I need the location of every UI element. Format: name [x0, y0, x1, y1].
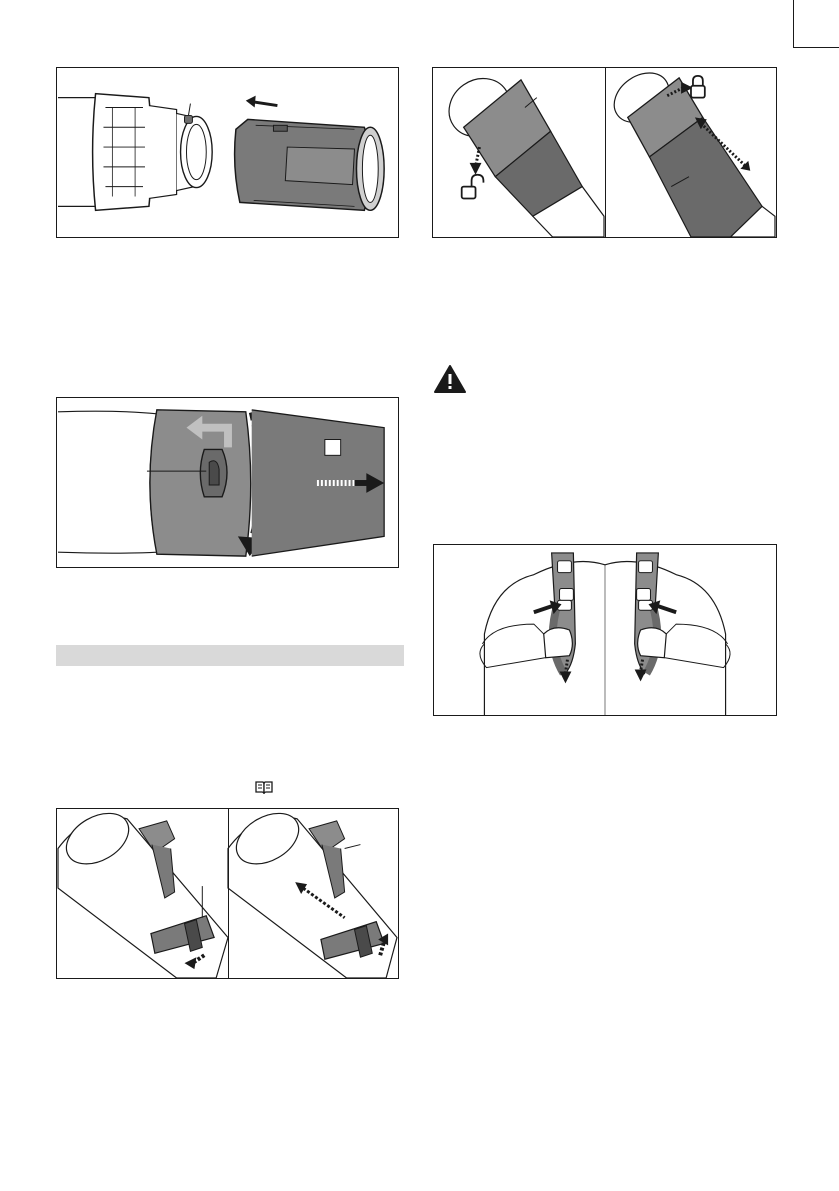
crop-mark-horizontal — [793, 47, 839, 48]
section-heading-bar — [56, 645, 404, 666]
open-book-icon — [255, 780, 273, 794]
figure-tube-twist-lock — [56, 397, 399, 568]
figure-nozzle-attach — [56, 67, 399, 238]
padlock-open-icon — [462, 175, 484, 199]
clamp-panel-right — [228, 809, 397, 978]
tube-twist-lock-drawing — [57, 398, 398, 567]
harness-adjust-drawing — [434, 545, 776, 715]
unlock-panel — [438, 68, 604, 237]
clamp-panel-left — [58, 809, 228, 978]
lock-panel — [605, 68, 775, 237]
figure-divider — [605, 68, 606, 237]
figure-handle-clamp — [56, 808, 399, 979]
figure-harness-adjust — [433, 544, 777, 716]
warning-triangle-icon — [433, 364, 467, 394]
nozzle-attach-drawing — [57, 68, 398, 237]
padlock-closed-icon — [691, 76, 705, 98]
figure-divider — [228, 809, 229, 978]
crop-mark-vertical — [793, 0, 794, 47]
figure-tube-lock-unlock — [432, 67, 777, 238]
